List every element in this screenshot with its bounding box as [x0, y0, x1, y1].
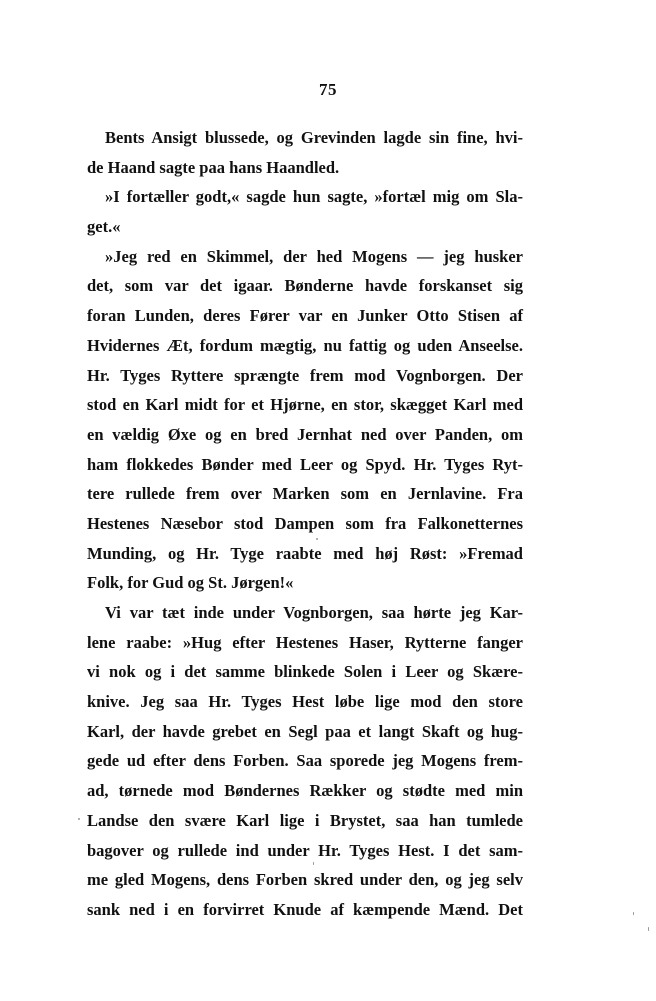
text-line: Bents Ansigt blussede, og Grevinden lagde sin fine, hvi- [105, 128, 523, 147]
text-line: bagover og rullede ind under Hr. Tyges Hest. I det sam- [87, 840, 523, 860]
text-line: vi nok og i det samme blinkede Solen i Leer og Skære- [87, 662, 523, 682]
text-line: »I fortæller godt,« sagde hun sagte, »fortæl mig om Sla- [105, 187, 523, 207]
text-line: ad, tørnede mod Bøndernes Rækker og stødte med min [87, 781, 523, 801]
paper-speck [78, 818, 80, 820]
text-line: lene raabe: »Hug efter Hestenes Haser, Rytterne fanger [87, 632, 523, 652]
text-line: ham flokkedes Bønder med Leer og Spyd. Hr. Tyges Ryt- [87, 454, 523, 474]
text-line: gede ud efter dens Forben. Saa sporede jeg Mogens frem- [87, 751, 523, 771]
paper-speck [648, 927, 649, 931]
text-line: de Haand sagte paa hans Haandled. [87, 157, 340, 177]
text-line: me gled Mogens, dens Forben skred under den, og jeg selv [87, 870, 523, 890]
text-line: tere rullede frem over Marken som en Jernlavine. Fra [87, 484, 523, 504]
text-line: stod en Karl midt for et Hjørne, en stor, skægget Karl med [87, 395, 523, 415]
text-line: foran Lunden, deres Fører var en Junker Otto Stisen af [87, 306, 523, 326]
paper-speck [313, 862, 314, 865]
text-line: Landse den svære Karl lige i Brystet, saa han tumlede [87, 810, 523, 830]
text-line: Vi var tæt inde under Vognborgen, saa hørte jeg Kar- [105, 603, 523, 622]
page-number: 75 [319, 80, 337, 99]
paper-speck [633, 912, 634, 915]
text-line: Munding, og Hr. Tyge raabte med høj Røst: »Fremad [87, 543, 523, 563]
text-line: Folk, for Gud og St. Jørgen!« [87, 573, 294, 593]
text-line: »Jeg red en Skimmel, der hed Mogens — jeg husker [105, 246, 523, 266]
page-body-text [87, 123, 523, 925]
text-line: Hestenes Næsebor stod Dampen som fra Falkonetternes [87, 513, 523, 533]
paper-speck [316, 538, 318, 540]
text-line: Hvidernes Æt, fordum mægtig, nu fattig og uden Anseelse. [87, 335, 523, 355]
text-line: det, som var det igaar. Bønderne havde forskanset sig [87, 276, 523, 296]
text-line: Karl, der havde grebet en Segl paa et langt Skaft og hug- [87, 721, 523, 741]
text-line: sank ned i en forvirret Knude af kæmpende Mænd. Det [87, 899, 523, 919]
text-line: en vældig Øxe og en bred Jernhat ned over Panden, om [87, 424, 523, 444]
text-line: Hr. Tyges Ryttere sprængte frem mod Vognborgen. Der [87, 365, 523, 385]
text-line: knive. Jeg saa Hr. Tyges Hest løbe lige mod den store [87, 692, 523, 712]
text-line: get.« [87, 217, 121, 237]
